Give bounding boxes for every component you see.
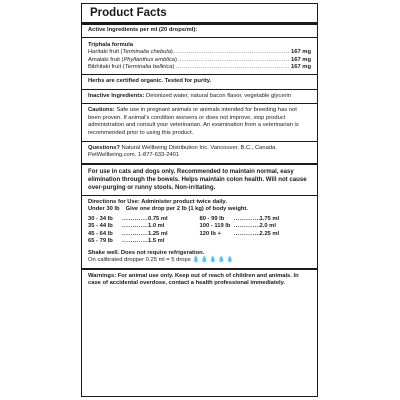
ingredient-list [88, 49, 311, 72]
dosage-column-right [200, 216, 312, 246]
ingredient-row [88, 57, 311, 65]
dosage-amount: 2.0 ml [259, 223, 276, 230]
formula-name: Triphala formula [88, 41, 134, 48]
drop-icons: 💧💧💧💧💧 [192, 257, 235, 264]
cautions [88, 104, 311, 140]
dosage-row [88, 238, 200, 245]
dosage-amount: 0.75 ml [148, 215, 168, 222]
directions-header: Directions for Use: Administer product twice daily. [88, 198, 227, 205]
ingredient-row [88, 49, 311, 57]
ingredient-name: Haritaki fruit (Terminalia chebula) [88, 49, 173, 56]
dosage-weight: 30 - 34 lb [88, 215, 113, 222]
dosage-row [200, 223, 312, 230]
dosage-amount: 1.75 ml [259, 215, 280, 222]
questions-contact: PetWellbeing.com. 1-877-633-2401 [88, 152, 180, 159]
dosage-row [88, 223, 200, 230]
dot-leader [175, 64, 290, 72]
dot-leader [122, 216, 148, 223]
under-30-weight: Under 30 lb [88, 206, 120, 213]
dosage-weight: 65 - 79 lb [88, 238, 113, 245]
dot-leader [234, 231, 260, 238]
cautions-text: Safe use in pregnant animals or animals intended for breeding has not been proven. If animal's condition worsens or does not improve, stop product administration and consult your veterinarian. An examination from a veterinarian is recommended prior to using this product. [88, 107, 299, 136]
dosage-row [200, 231, 312, 238]
product-facts-panel [81, 3, 318, 397]
use-statement: For use in cats and dogs only. Recommended to maintain normal, easy elimination through the bowels. Helps maintain colon health. Will not cause over-purging or runny stools. Non-irritating. [88, 167, 307, 191]
dosage-weight: 120 lb + [199, 230, 221, 237]
dot-leader [122, 238, 148, 245]
dot-leader [122, 223, 148, 230]
dot-leader [178, 57, 290, 65]
ingredient-name: Bibhitaki fruit (Terminalia bellirica) [88, 64, 175, 71]
dosage-weight: 100 - 119 lb [199, 223, 231, 230]
questions [88, 142, 311, 163]
dosage-amount: 1.25 ml [148, 230, 168, 237]
shake-statement: Shake well. Does not require refrigeration. [88, 249, 205, 256]
dosage-row [88, 231, 200, 238]
inactive-label: Inactive Ingredients: [88, 92, 145, 99]
ingredient-amount: 167 mg [291, 64, 311, 71]
questions-text: Natural Wellbeing Distribution Inc. Vancouver, B.C., Canada. [119, 144, 277, 151]
warnings-label: Warnings: [88, 272, 117, 279]
panel-title: Product Facts [90, 7, 167, 19]
dropper-text: On calibrated dropper 0.25 ml = 5 drops [88, 257, 191, 264]
ingredient-amount: 167 mg [291, 49, 311, 56]
under-30-dose: Give one drop per 2 lb (1 kg) of body weight. [125, 206, 248, 213]
warnings-text: For animal use only. Keep out of reach of children and animals. In case of accidental overdose, contact a health professional immediately. [88, 272, 299, 287]
active-ingredients-header: Active Ingredients per ml (20 drops/ml): [88, 27, 198, 33]
dot-leader [174, 49, 290, 57]
dosage-amount: 2.25 ml [259, 230, 280, 237]
dosage-amount: 1.0 ml [148, 223, 165, 230]
dot-leader [122, 231, 148, 238]
inactive-text: Deionized water, natural bacon flavor, vegetable glycerin [144, 92, 291, 99]
questions-label: Questions? [88, 144, 120, 151]
dosage-table [88, 214, 311, 246]
ingredient-name: Amalaki fruit (Phyllanthus emblica) [88, 56, 177, 63]
dot-leader [234, 216, 260, 223]
dot-leader [234, 223, 260, 230]
dosage-row [88, 216, 200, 223]
ingredient-amount: 167 mg [291, 56, 311, 63]
dosage-amount: 1.5 ml [148, 238, 165, 245]
dosage-weight: 80 - 99 lb [199, 215, 225, 222]
cautions-label: Cautions: [88, 107, 115, 114]
dosage-column-left [88, 216, 200, 246]
ingredient-row [88, 64, 311, 72]
inactive-ingredients [88, 90, 311, 104]
certified-statement: Herbs are certified organic. Tested for purity. [88, 77, 212, 84]
dosage-weight: 45 - 64 lb [88, 230, 113, 237]
dosage-weight: 35 - 44 lb [88, 223, 113, 230]
dropper-statement [88, 257, 311, 268]
under-30-row [88, 206, 311, 214]
dosage-row [200, 216, 312, 223]
warnings [88, 270, 311, 291]
